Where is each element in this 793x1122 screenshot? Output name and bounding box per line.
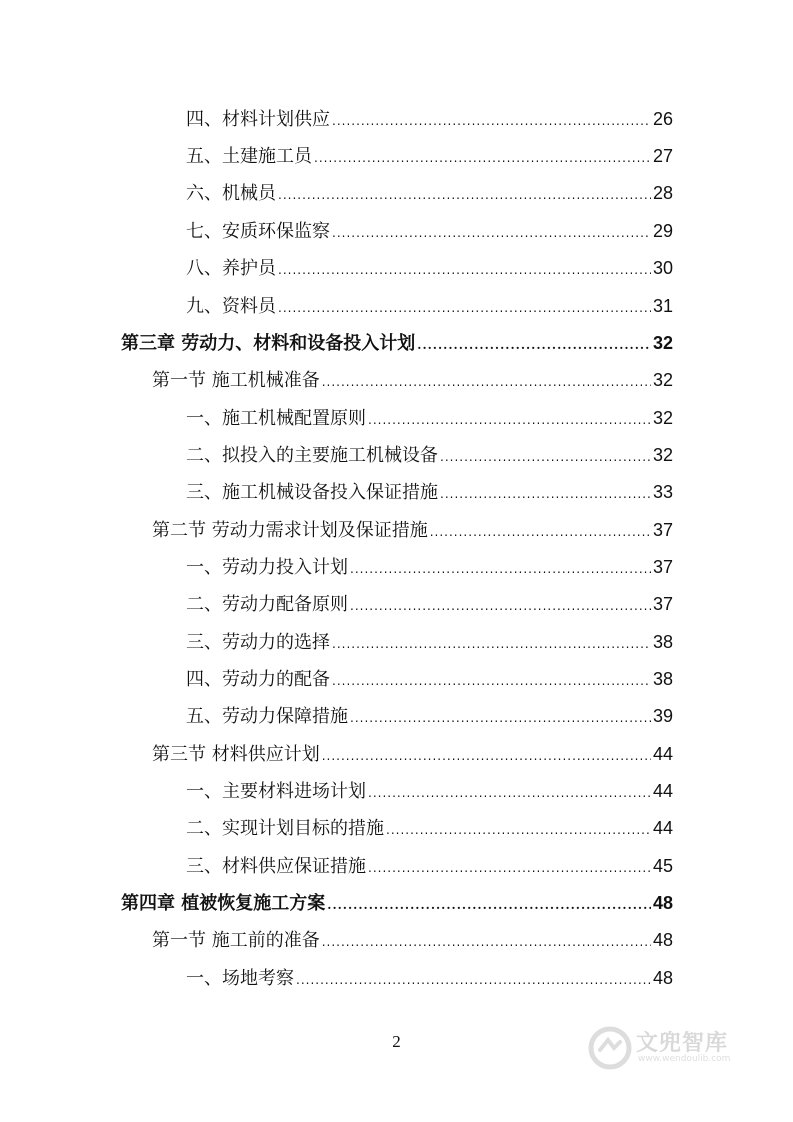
toc-entry[interactable] xyxy=(186,853,673,879)
toc-entry-page: 48 xyxy=(652,893,673,913)
toc-entry[interactable] xyxy=(186,143,673,169)
toc-entry-label: 第三章 劳动力、材料和设备投入计划 xyxy=(121,333,416,354)
toc-entry-page: 39 xyxy=(652,706,673,726)
toc-entry-page: 26 xyxy=(652,109,673,129)
toc-entry-label: 第二节 劳动力需求计划及保证措施 xyxy=(152,520,428,541)
toc-entry-page: 38 xyxy=(652,669,673,689)
toc-entry-label: 第三节 材料供应计划 xyxy=(152,744,320,765)
toc-entry-label: 第一节 施工前的准备 xyxy=(152,930,320,951)
toc-entry[interactable] xyxy=(186,591,673,617)
toc-entry[interactable] xyxy=(186,479,673,505)
toc-entry-label: 第一节 施工机械准备 xyxy=(152,370,320,391)
toc-entry[interactable] xyxy=(186,965,673,991)
dot-leader xyxy=(278,295,651,321)
toc-entry[interactable] xyxy=(186,815,673,841)
dot-leader xyxy=(332,668,651,694)
dot-leader xyxy=(417,332,651,358)
toc-entry[interactable] xyxy=(186,778,673,804)
toc-entry-label: 一、主要材料进场计划 xyxy=(186,781,366,802)
dot-leader xyxy=(368,780,651,806)
dot-leader xyxy=(350,593,651,619)
dot-leader xyxy=(440,481,651,507)
toc-entry-label: 三、施工机械设备投入保证措施 xyxy=(186,482,438,503)
dot-leader xyxy=(314,145,651,171)
dot-leader xyxy=(278,182,651,208)
toc-entry-label: 二、拟投入的主要施工机械设备 xyxy=(186,445,438,466)
dot-leader xyxy=(350,556,651,582)
wendou-logo-icon xyxy=(588,1026,632,1070)
toc-entry-page: 37 xyxy=(652,557,673,577)
toc-entry-page: 32 xyxy=(652,333,673,353)
toc-chapter-entry[interactable] xyxy=(121,890,673,916)
toc-entry-page: 30 xyxy=(652,258,673,278)
dot-leader xyxy=(322,929,651,955)
toc-entry-page: 44 xyxy=(652,744,673,764)
toc-chapter-entry[interactable] xyxy=(121,330,673,356)
toc-entry-label: 四、材料计划供应 xyxy=(186,109,330,130)
toc-entry-label: 八、养护员 xyxy=(186,258,276,279)
dot-leader xyxy=(368,855,651,881)
toc-entry-page: 48 xyxy=(652,930,673,950)
toc-entry-page: 48 xyxy=(652,968,673,988)
toc-entry-page: 33 xyxy=(652,482,673,502)
watermark-url: www.wendoulib.com xyxy=(638,1054,731,1064)
toc-entry-page: 37 xyxy=(652,594,673,614)
toc-section-entry[interactable] xyxy=(152,517,673,543)
toc-entry-page: 27 xyxy=(652,146,673,166)
toc-entry-label: 一、场地考察 xyxy=(186,968,294,989)
toc-entry-page: 37 xyxy=(652,520,673,540)
dot-leader xyxy=(296,967,651,993)
dot-leader xyxy=(327,892,651,918)
toc-entry[interactable] xyxy=(186,405,673,431)
toc-entry[interactable] xyxy=(186,218,673,244)
toc-section-entry[interactable] xyxy=(152,367,673,393)
toc-entry-label: 一、施工机械配置原则 xyxy=(186,408,366,429)
toc-entry[interactable] xyxy=(186,255,673,281)
toc-entry[interactable] xyxy=(186,293,673,319)
dot-leader xyxy=(322,743,651,769)
toc-entry-label: 五、土建施工员 xyxy=(186,146,312,167)
toc-entry-label: 二、劳动力配备原则 xyxy=(186,594,348,615)
toc-entry[interactable] xyxy=(186,666,673,692)
toc-entry-page: 32 xyxy=(652,445,673,465)
page-number: 2 xyxy=(392,1032,401,1051)
dot-leader xyxy=(368,407,651,433)
toc-entry-label: 四、劳动力的配备 xyxy=(186,669,330,690)
dot-leader xyxy=(278,257,651,283)
toc-entry-label: 五、劳动力保障措施 xyxy=(186,706,348,727)
watermark xyxy=(588,1022,758,1074)
dot-leader xyxy=(430,519,651,545)
toc-entry[interactable] xyxy=(186,629,673,655)
toc-entry-label: 七、安质环保监察 xyxy=(186,221,330,242)
toc-entry[interactable] xyxy=(186,554,673,580)
toc-entry-page: 29 xyxy=(652,221,673,241)
toc-entry-page: 44 xyxy=(652,781,673,801)
watermark-brand: 文兜智库 xyxy=(636,1031,729,1056)
toc-entry-label: 二、实现计划目标的措施 xyxy=(186,818,384,839)
toc-entry-page: 31 xyxy=(652,296,673,316)
dot-leader xyxy=(440,444,651,470)
toc-entry-page: 28 xyxy=(652,183,673,203)
toc-entry-label: 三、劳动力的选择 xyxy=(186,632,330,653)
toc-entry-label: 三、材料供应保证措施 xyxy=(186,856,366,877)
toc-entry-label: 第四章 植被恢复施工方案 xyxy=(121,893,326,914)
toc-entry-label: 九、资料员 xyxy=(186,296,276,317)
dot-leader xyxy=(332,220,651,246)
toc-section-entry[interactable] xyxy=(152,927,673,953)
toc-entry-page: 44 xyxy=(652,818,673,838)
dot-leader xyxy=(350,705,651,731)
toc-entry-label: 六、机械员 xyxy=(186,183,276,204)
toc-entry[interactable] xyxy=(186,442,673,468)
dot-leader xyxy=(386,817,651,843)
toc-entry-page: 32 xyxy=(652,370,673,390)
toc-entry[interactable] xyxy=(186,703,673,729)
toc-entry-page: 45 xyxy=(652,856,673,876)
dot-leader xyxy=(332,108,651,134)
toc-entry-page: 38 xyxy=(652,632,673,652)
toc-entry[interactable] xyxy=(186,180,673,206)
toc-section-entry[interactable] xyxy=(152,741,673,767)
toc-entry[interactable] xyxy=(186,106,673,132)
dot-leader xyxy=(332,631,651,657)
dot-leader xyxy=(322,369,651,395)
toc-entry-page: 32 xyxy=(652,408,673,428)
toc-entry-label: 一、劳动力投入计划 xyxy=(186,557,348,578)
